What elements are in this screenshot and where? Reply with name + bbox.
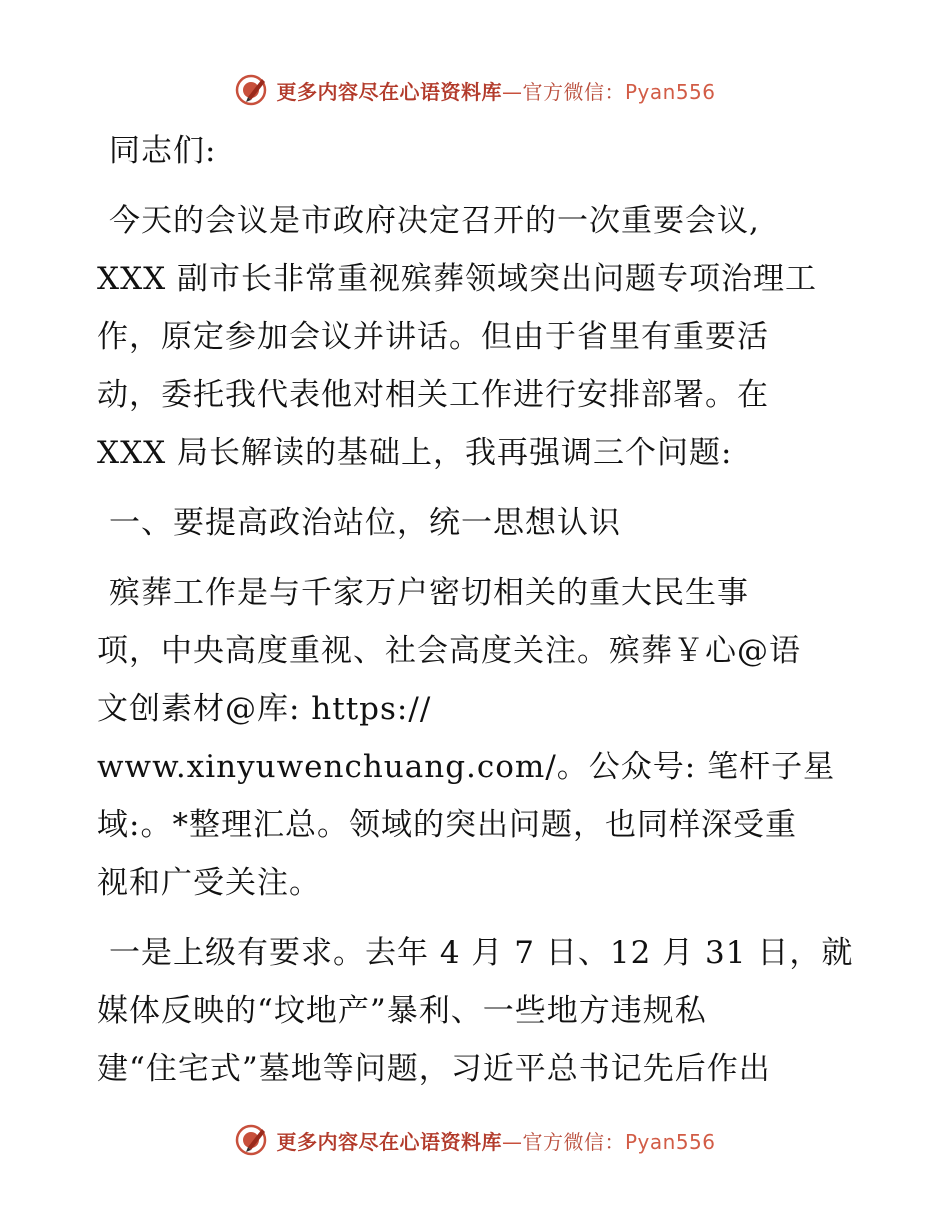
footer-watermark	[0, 1120, 950, 1160]
funeral-paragraph	[97, 564, 857, 912]
document-body	[97, 122, 857, 1098]
paragraph-line: 一是上级有要求。去年 4 月 7 日、12 月 31 日，就	[109, 935, 854, 971]
paragraph-line: www.xinyuwenchuang.com/。公众号: 笔杆子星	[97, 749, 836, 785]
paragraph-line: 视和广受关注。	[97, 865, 321, 901]
paragraph-line: 项，中央高度重视、社会高度关注。殡葬￥心@语	[97, 633, 801, 669]
watermark-dash: —	[501, 1129, 523, 1154]
intro-paragraph	[97, 192, 857, 482]
paragraph-line: 域:。*整理汇总。领域的突出问题，也同样深受重	[97, 807, 797, 843]
watermark-lead: 更多内容尽在心语资料库	[276, 1129, 502, 1154]
pen-logo-icon	[234, 73, 268, 107]
watermark-dash: —	[501, 79, 523, 104]
section-heading: 一、要提高政治站位，统一思想认识	[109, 505, 621, 541]
paragraph-line: XXX 局长解读的基础上，我再强调三个问题:	[97, 435, 733, 471]
paragraph-line: 媒体反映的“坟地产”暴利、一些地方违规私	[97, 993, 707, 1029]
paragraph-line: 殡葬工作是与千家万户密切相关的重大民生事	[109, 575, 749, 611]
paragraph-line: 建“住宅式”墓地等问题，习近平总书记先后作出	[97, 1051, 771, 1087]
watermark-id: Pyan556	[624, 79, 716, 104]
paragraph-line: 动，委托我代表他对相关工作进行安排部署。在	[97, 377, 769, 413]
watermark-sub: 官方微信：	[522, 1129, 625, 1154]
paragraph-line: XXX 副市长非常重视殡葬领域突出问题专项治理工	[97, 261, 818, 297]
pen-logo-icon	[234, 1123, 268, 1157]
header-watermark	[0, 70, 950, 110]
watermark-text	[276, 76, 715, 105]
requirement-paragraph	[97, 924, 857, 1098]
paragraph-line: 文创素材@库: https://	[97, 691, 432, 727]
watermark-lead: 更多内容尽在心语资料库	[276, 79, 502, 104]
watermark-sub: 官方微信：	[522, 79, 625, 104]
watermark-text	[276, 1126, 715, 1155]
paragraph-line: 作，原定参加会议并讲话。但由于省里有重要活	[97, 319, 769, 355]
salutation: 同志们:	[109, 133, 217, 169]
paragraph-line: 今天的会议是市政府决定召开的一次重要会议,	[109, 203, 760, 239]
watermark-id: Pyan556	[624, 1129, 716, 1154]
